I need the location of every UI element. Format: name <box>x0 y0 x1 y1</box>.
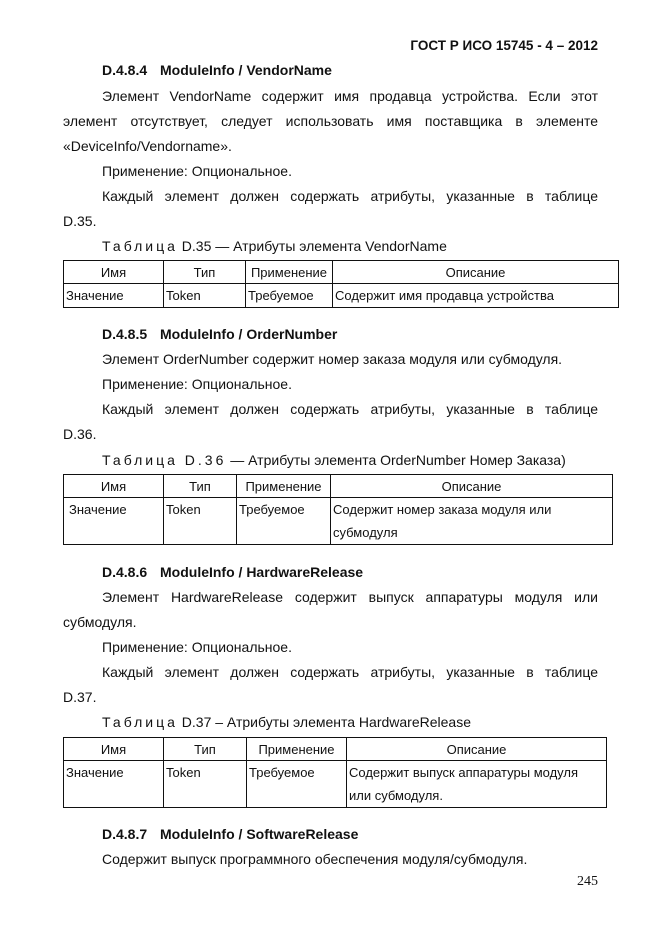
table-row <box>64 498 613 545</box>
table-caption-d35: Таблица D.35 — Атрибуты элемента VendorName <box>102 238 447 254</box>
table-caption-d36: Таблица D.36 — Атрибуты элемента OrderNumber Номер Заказа) <box>102 452 566 468</box>
paragraph-ordernumber-description <box>63 347 598 372</box>
text-line: Применение: Опциональное. <box>102 376 292 392</box>
column-header: Описание <box>333 261 619 284</box>
table-header-row <box>64 475 613 498</box>
section-heading-d484 <box>102 62 332 78</box>
paragraph-attributes-ref <box>63 660 598 710</box>
table-cell: Требуемое <box>246 284 333 308</box>
table-header-row <box>64 261 619 284</box>
table-row <box>64 284 619 308</box>
table-d36 <box>63 474 613 545</box>
table-cell: Значение <box>64 498 164 545</box>
section-number: D.4.8.6 <box>102 564 148 580</box>
table-row <box>64 761 607 808</box>
paragraph-usage <box>63 372 598 397</box>
table-cell: Token <box>164 284 246 308</box>
text-line: Каждый элемент должен содержать атрибуты, указанные в таблице <box>102 188 598 204</box>
paragraph-softwarerelease-description <box>63 847 598 872</box>
section-number: D.4.8.5 <box>102 326 148 342</box>
paragraph-usage <box>63 159 598 184</box>
text-line: D.36. <box>63 426 97 442</box>
section-heading-d487 <box>102 826 358 842</box>
table-cell: Требуемое <box>247 761 347 808</box>
paragraph-usage <box>63 635 598 660</box>
column-header: Применение <box>247 738 347 761</box>
table-cell: Содержит имя продавца устройства <box>333 284 619 308</box>
section-title: ModuleInfo / SoftwareRelease <box>160 826 359 842</box>
text-line: «DeviceInfo/Vendorname». <box>63 138 232 154</box>
column-header: Тип <box>164 738 247 761</box>
text-line: Каждый элемент должен содержать атрибуты, указанные в таблице <box>102 401 598 417</box>
table-header-row <box>64 738 607 761</box>
column-header: Применение <box>246 261 333 284</box>
paragraph-attributes-ref <box>63 397 598 447</box>
text-line: D.37. <box>63 689 97 705</box>
column-header: Тип <box>164 261 246 284</box>
section-number: D.4.8.4 <box>102 62 148 78</box>
column-header: Применение <box>237 475 331 498</box>
column-header: Тип <box>164 475 237 498</box>
text-line: Применение: Опциональное. <box>102 639 292 655</box>
text-line: Применение: Опциональное. <box>102 163 292 179</box>
paragraph-hardwarerelease-description <box>63 585 598 635</box>
paragraph-attributes-ref <box>63 184 598 234</box>
document-header: ГОСТ Р ИСО 15745 - 4 – 2012 <box>410 38 598 53</box>
table-cell: Token <box>164 761 247 808</box>
column-header: Описание <box>331 475 613 498</box>
table-caption-d37: Таблица D.37 – Атрибуты элемента HardwareRelease <box>102 714 471 730</box>
column-header: Имя <box>64 475 164 498</box>
column-header: Имя <box>64 738 164 761</box>
text-line: Содержит выпуск программного обеспечения модуля/субмодуля. <box>102 851 528 867</box>
paragraph-vendorname-description <box>63 84 598 159</box>
section-title: ModuleInfo / HardwareRelease <box>160 564 364 580</box>
text-line: Каждый элемент должен содержать атрибуты, указанные в таблице <box>102 664 598 680</box>
section-title: ModuleInfo / VendorName <box>160 62 332 78</box>
text-line: Элемент HardwareRelease содержит выпуск аппаратуры модуля или <box>102 589 598 605</box>
page-number: 245 <box>577 874 598 889</box>
table-cell: Требуемое <box>237 498 331 545</box>
column-header: Описание <box>347 738 607 761</box>
text-line: Элемент OrderNumber содержит номер заказа модуля или субмодуля. <box>102 351 563 367</box>
section-title: ModuleInfo / OrderNumber <box>160 326 338 342</box>
text-line: субмодуля. <box>63 614 137 630</box>
table-cell: Значение <box>64 284 164 308</box>
table-cell: Содержит выпуск аппаратуры модуля или субмодуля. <box>347 761 607 808</box>
table-d35 <box>63 260 619 308</box>
text-line: D.35. <box>63 213 97 229</box>
text-line: элемент отсутствует, следует использовать имя поставщика в элементе <box>63 113 598 129</box>
table-d37 <box>63 737 607 808</box>
section-heading-d485 <box>102 326 337 342</box>
column-header: Имя <box>64 261 164 284</box>
table-cell: Значение <box>64 761 164 808</box>
table-cell: Token <box>164 498 237 545</box>
text-line: Элемент VendorName содержит имя продавца устройства. Если этот <box>102 88 598 104</box>
section-number: D.4.8.7 <box>102 826 148 842</box>
section-heading-d486 <box>102 564 363 580</box>
table-cell: Содержит номер заказа модуля или субмодуля <box>331 498 613 545</box>
